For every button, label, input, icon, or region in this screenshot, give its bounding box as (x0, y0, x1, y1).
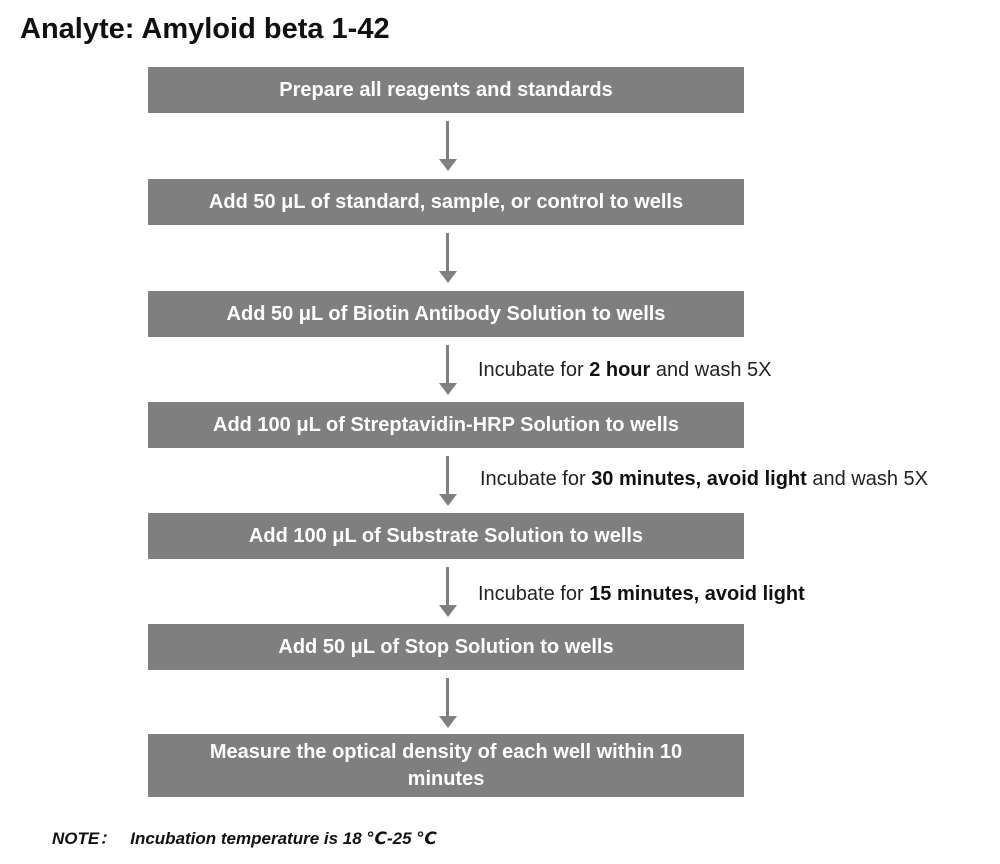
incubation-note: Incubate for 2 hour and wash 5X (478, 359, 772, 381)
step-box-2: Add 50 μL of standard, sample, or control to wells (148, 179, 744, 225)
flow-arrow (438, 121, 458, 171)
step-box-3: Add 50 μL of Biotin Antibody Solution to wells (148, 291, 744, 337)
flow-arrow (438, 345, 458, 395)
step-box-7: Measure the optical density of each well within 10 minutes (148, 734, 744, 797)
temperature-note (52, 828, 437, 850)
note-label: NOTE： (52, 829, 117, 848)
flow-arrow (438, 233, 458, 283)
page-title: Analyte: Amyloid beta 1-42 (20, 13, 390, 45)
step-box-6: Add 50 μL of Stop Solution to wells (148, 624, 744, 670)
step-box-5: Add 100 μL of Substrate Solution to wells (148, 513, 744, 559)
incubation-note: Incubate for 15 minutes, avoid light (478, 583, 805, 605)
flow-arrow (438, 567, 458, 617)
flow-arrow (438, 456, 458, 506)
note-text: Incubation temperature is 18 ℃-25 ℃ (130, 829, 437, 848)
step-box-1: Prepare all reagents and standards (148, 67, 744, 113)
flow-arrow (438, 678, 458, 728)
step-box-4: Add 100 μL of Streptavidin-HRP Solution to wells (148, 402, 744, 448)
incubation-note: Incubate for 30 minutes, avoid light and wash 5X (480, 468, 928, 490)
